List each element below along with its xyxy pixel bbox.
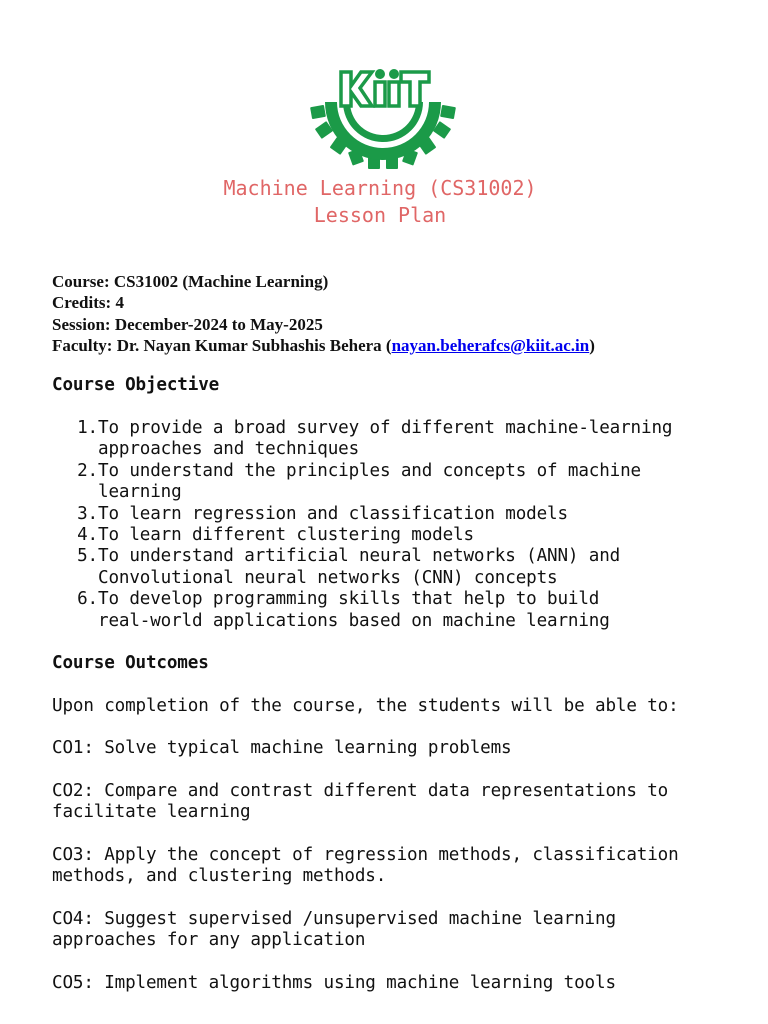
objective-text: [98, 589, 610, 632]
objective-line: real-world applications based on machine learning: [98, 610, 610, 631]
session-label: Session:: [52, 314, 111, 334]
outcomes-intro: Upon completion of the course, the students will be able to:: [52, 696, 679, 716]
course-label: Course:: [52, 272, 110, 291]
objective-text: [98, 461, 641, 504]
objective-item: [62, 418, 672, 461]
kiit-logo: [305, 66, 461, 174]
course-outcome-item: [52, 781, 668, 824]
objective-line: To understand artificial neural networks (ANN) and: [98, 546, 621, 567]
objective-line: learning: [98, 482, 182, 503]
session-value: December-2024 to May-2025: [110, 314, 323, 334]
course-outcome-line: CO3: Apply the concept of regression methods, classification: [52, 845, 679, 865]
objective-number: 5.: [77, 546, 98, 567]
course-meta: [52, 271, 595, 356]
objective-number: 4.: [77, 525, 98, 546]
course-outcome-item: [52, 973, 616, 994]
faculty-value: Dr. Nayan Kumar Subhashis Behera (: [112, 335, 392, 355]
faculty-email-link[interactable]: nayan.beherafcs@kiit.ac.in: [391, 335, 590, 355]
course-outcome-line: CO4: Suggest supervised /unsupervised machine learning: [52, 909, 616, 929]
course-outcomes-heading: Course Outcomes: [52, 653, 209, 673]
course-value: CS31002 (Machine Learning): [109, 272, 329, 291]
course-outcome-line: CO1: Solve typical machine learning problems: [52, 738, 512, 758]
objectives-list: [62, 418, 672, 632]
objective-text: [98, 504, 568, 525]
course-outcome-line: facilitate learning: [52, 802, 251, 823]
credits-value: 4: [111, 293, 124, 313]
objective-number: 2.: [77, 460, 98, 481]
objective-line: To understand the principles and concepts of machine: [98, 460, 642, 481]
objective-item: [62, 461, 672, 504]
objective-item: [62, 504, 672, 525]
course-outcome-item: [52, 845, 679, 888]
objective-item: [62, 525, 672, 546]
objective-line: approaches and techniques: [98, 439, 360, 460]
course-outcome-line: methods, and clustering methods.: [52, 866, 387, 887]
course-outcome-item: [52, 909, 616, 952]
objective-item: [62, 546, 672, 589]
document-subtitle: Lesson Plan: [313, 203, 447, 227]
objective-text: [98, 546, 620, 589]
credits-label: Credits:: [52, 293, 112, 313]
objective-text: [98, 525, 474, 546]
course-outcome-item: [52, 738, 511, 759]
session-row: [52, 314, 595, 335]
objective-number: 3.: [77, 503, 98, 524]
objective-number: 1.: [77, 418, 98, 438]
course-objective-heading: Course Objective: [52, 375, 220, 395]
objective-line: To provide a broad survey of different machine-learning: [98, 418, 673, 438]
kiit-logo-graphic: [305, 66, 461, 174]
course-row: [52, 271, 595, 292]
faculty-label: Faculty:: [52, 335, 113, 355]
faculty-row: [52, 335, 595, 356]
course-outcome-line: CO2: Compare and contrast different data representations to: [52, 781, 669, 801]
credits-row: [52, 292, 595, 313]
document-title: Machine Learning (CS31002): [223, 176, 537, 200]
faculty-close: ): [589, 335, 595, 355]
objective-line: To learn regression and classification models: [98, 503, 568, 524]
course-outcome-line: CO5: Implement algorithms using machine learning tools: [52, 973, 616, 993]
course-outcome-line: approaches for any application: [52, 930, 366, 951]
objective-line: To develop programming skills that help to build: [98, 589, 600, 610]
objective-item: [62, 589, 672, 632]
objective-number: 6.: [77, 589, 98, 610]
objective-line: To learn different clustering models: [98, 525, 474, 546]
objective-line: Convolutional neural networks (CNN) concepts: [98, 567, 558, 588]
objective-text: [98, 418, 672, 461]
